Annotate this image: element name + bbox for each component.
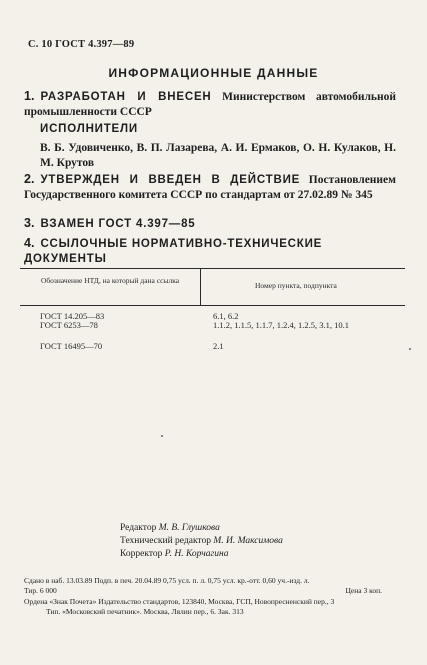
section-2 — [24, 172, 396, 203]
section-1-heading: РАЗРАБОТАН И ВНЕСЕН — [40, 91, 212, 103]
scan-speck — [161, 435, 163, 437]
executors-label: ИСПОЛНИТЕЛИ — [40, 123, 138, 135]
section-3 — [24, 216, 396, 232]
imprint-block — [24, 576, 404, 616]
section-1-number: 1. — [24, 89, 35, 103]
credit-editor: Редактор М. В. Глушкова — [120, 523, 220, 533]
section-1-text: Министерством автомобильной промышленности СССР — [24, 91, 397, 118]
section-4-number: 4. — [24, 236, 35, 250]
table-row-3-items: 2.1 — [213, 341, 224, 351]
section-3-number: 3. — [24, 216, 35, 230]
table-header-rule — [20, 305, 405, 306]
table-top-rule — [20, 268, 405, 269]
section-2-number: 2. — [24, 172, 35, 186]
imprint-line-4: Тип. «Московский печатник». Москва, Лялин пер., 6. Зак. 313 — [46, 606, 244, 616]
scan-speck — [409, 348, 411, 350]
section-2-heading: УТВЕРЖДЕН И ВВЕДЕН В ДЕЙСТВИЕ — [40, 174, 301, 186]
credit-corrector: Корректор Р. Н. Корчагина — [120, 549, 229, 559]
section-4-heading: ССЫЛОЧНЫЕ НОРМАТИВНО-ТЕХНИЧЕСКИЕ ДОКУМЕНТЫ — [24, 238, 323, 265]
executors-names: В. Б. Удовиченко, В. П. Лазарева, А. И. Ермаков, О. Н. Кулаков, Н. М. Крутов — [40, 142, 396, 169]
page-header: С. 10 ГОСТ 4.397—89 — [28, 39, 135, 50]
section-2-text: Постановлением Государственного комитета СССР по стандартам от 27.02.89 № 345 — [24, 174, 396, 201]
imprint-line-1: Сдано в наб. 13.03.89 Подп. в печ. 20.04.89 0,75 усл. п. л. 0,75 усл. кр.-отт. 0,60 уч.-изд. л. — [24, 576, 310, 585]
section-3-heading: ВЗАМЕН ГОСТ 4.397—85 — [40, 218, 196, 230]
page-title: ИНФОРМАЦИОННЫЕ ДАННЫЕ — [108, 66, 319, 80]
section-1 — [24, 89, 396, 120]
section-4 — [24, 236, 396, 267]
table-header-doc: Обозначение НТД, на который дана ссылка — [40, 276, 180, 285]
imprint-line-3: Ордена «Знак Почета» Издательство стандартов, 123840, Москва, ГСП, Новопресненский пер., 3 — [24, 597, 335, 606]
imprint-line-2 — [24, 586, 404, 596]
table-row-3-doc: ГОСТ 16495—70 — [40, 341, 103, 351]
imprint-price: Цена 3 коп. — [345, 585, 382, 595]
table-row-2-doc: ГОСТ 6253—78 — [40, 320, 98, 330]
imprint-print-run: Тир. 6 000 — [24, 585, 57, 595]
table-column-divider — [200, 269, 201, 305]
credits-block — [120, 522, 283, 561]
table-header-items: Номер пункта, подпункта — [255, 281, 337, 290]
table-row-1-doc: ГОСТ 14.205—83 — [40, 311, 105, 321]
table-row-1-items: 6.1, 6.2 — [213, 311, 239, 321]
table-row-2-items: 1.1.2, 1.1.5, 1.1.7, 1.2.4, 1.2.5, 3.1, 10.1 — [213, 320, 349, 330]
credit-tech-editor: Технический редактор М. И. Максимова — [120, 536, 283, 546]
